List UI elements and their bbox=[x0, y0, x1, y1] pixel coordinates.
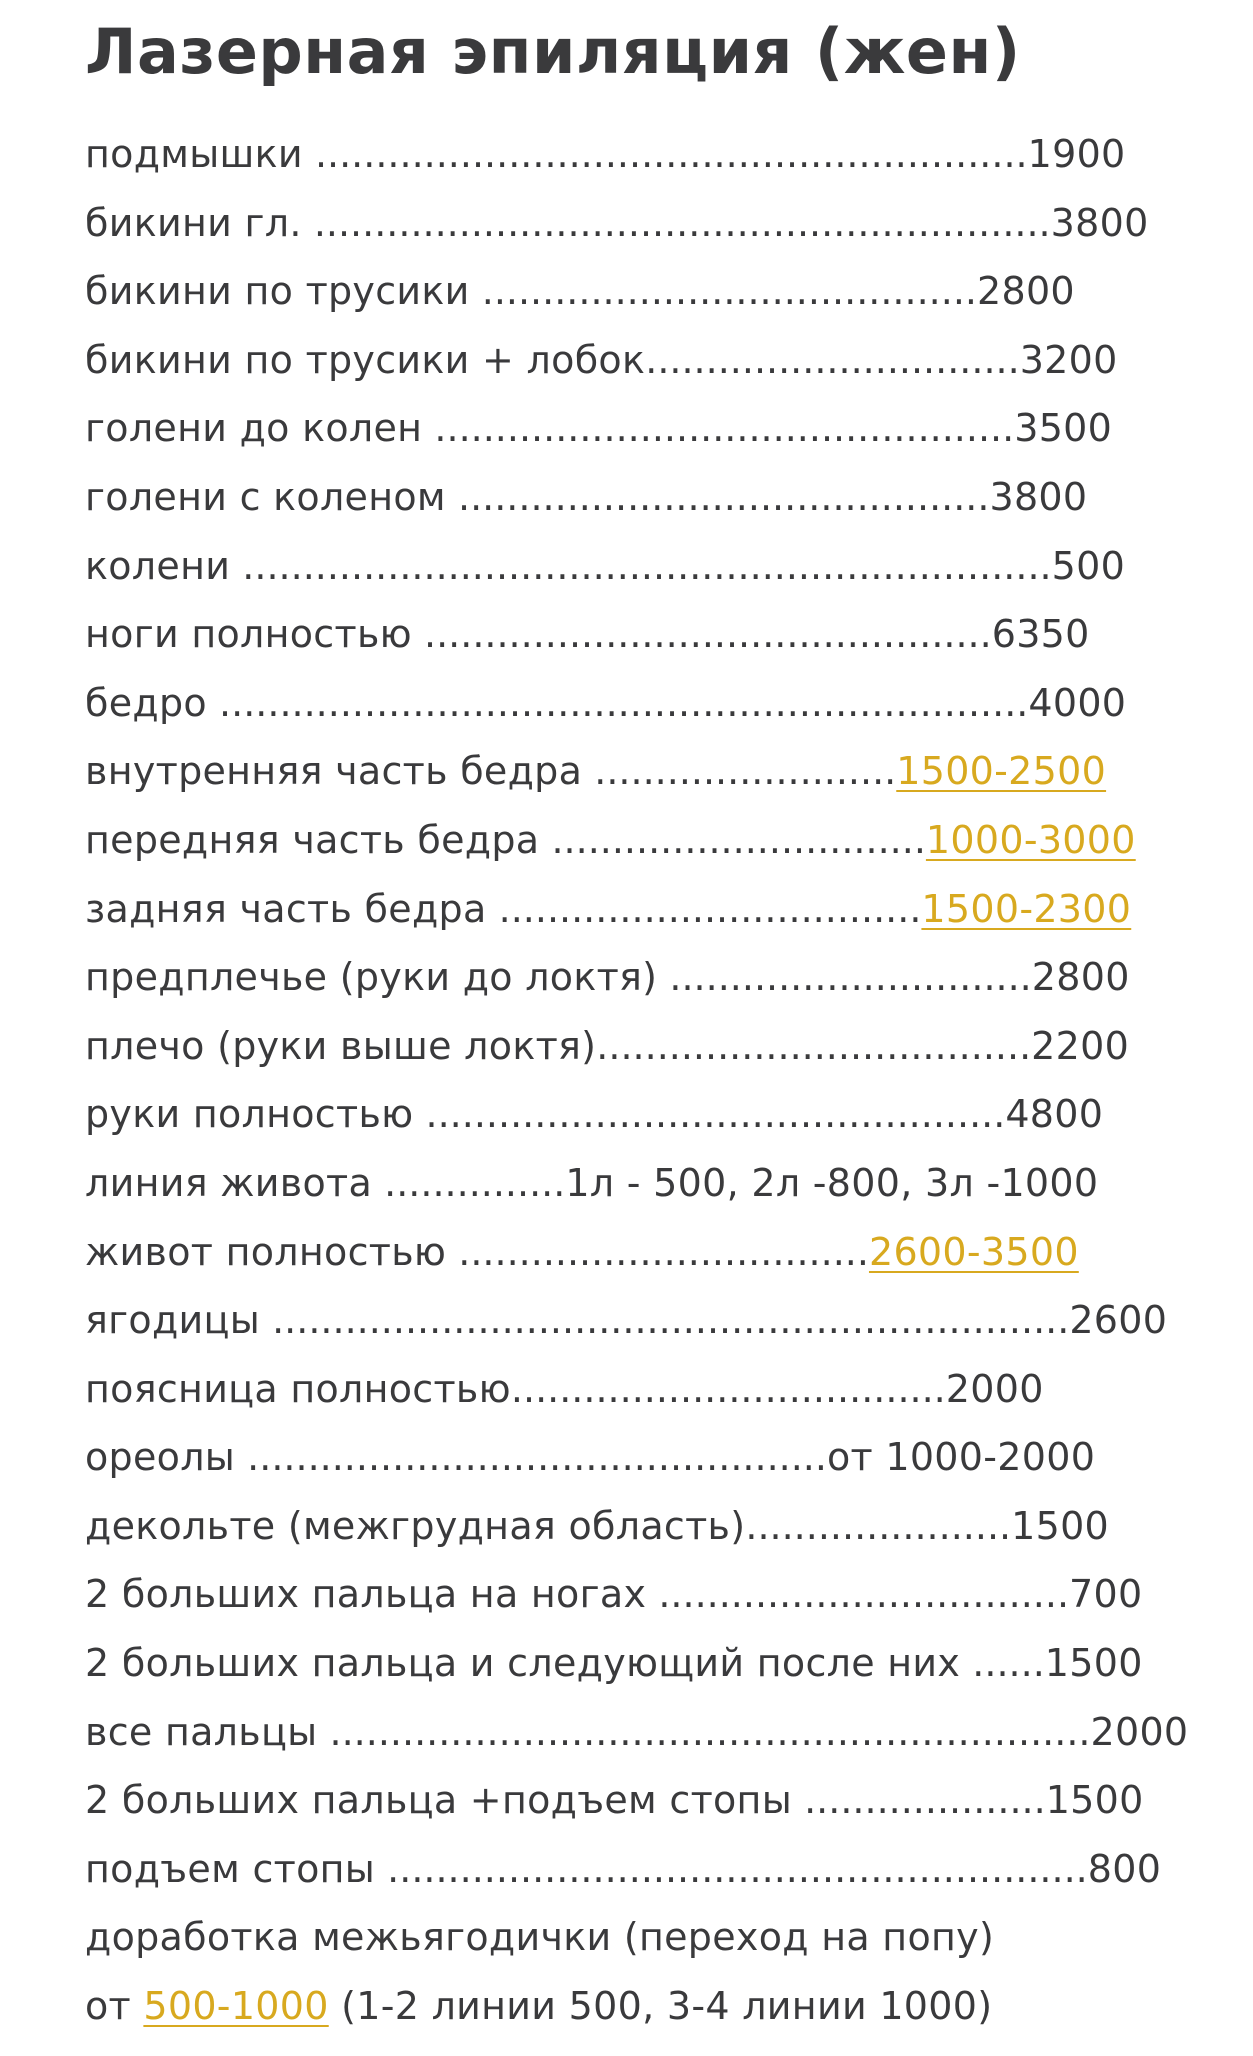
price-row bbox=[85, 1698, 1189, 1767]
price-row bbox=[85, 463, 1165, 532]
service-price: 800 bbox=[1087, 1846, 1162, 1891]
service-label: линия живота bbox=[85, 1160, 373, 1205]
service-label: предплечье (руки до локтя) bbox=[85, 955, 658, 1000]
price-row bbox=[85, 1080, 1165, 1149]
service-label: ореолы bbox=[85, 1435, 236, 1480]
service-label: декольте (межгрудная область) bbox=[85, 1503, 746, 1548]
price-items bbox=[85, 120, 1189, 2041]
dot-leader: ................................................ bbox=[235, 1435, 827, 1480]
service-label: руки полностью bbox=[85, 1092, 414, 1137]
service-price: 3800 bbox=[1050, 200, 1149, 245]
dot-leader: .................................. bbox=[446, 1229, 869, 1274]
price-row bbox=[85, 1629, 1165, 1698]
extra-prefix: от bbox=[85, 1984, 144, 2029]
service-label: 2 больших пальца на ногах bbox=[85, 1572, 647, 1617]
price-list bbox=[85, 0, 1189, 2041]
service-price-link[interactable]: 1500-2300 bbox=[921, 886, 1132, 931]
extra-price-line bbox=[85, 1972, 1165, 2041]
price-row bbox=[85, 120, 1165, 189]
dot-leader: ................................................................... bbox=[206, 680, 1029, 725]
price-row bbox=[85, 1149, 1165, 1218]
price-row bbox=[85, 1560, 1165, 1629]
service-price: 500 bbox=[1051, 543, 1126, 588]
service-price: 1900 bbox=[1027, 132, 1126, 176]
price-row bbox=[85, 1012, 1165, 1081]
service-label: поясница полностью bbox=[85, 1366, 511, 1411]
price-row bbox=[85, 737, 1165, 806]
dot-leader: .................................................................. bbox=[260, 1298, 1070, 1343]
service-price: 3800 bbox=[989, 474, 1088, 519]
service-label: бикини гл. bbox=[85, 200, 302, 245]
service-price: 4800 bbox=[1005, 1092, 1104, 1137]
price-row bbox=[85, 600, 1165, 669]
extra-suffix: (1-2 линии 500, 3-4 линии 1000) bbox=[328, 1984, 993, 2029]
price-row bbox=[85, 1423, 1165, 1492]
price-row bbox=[85, 1766, 1165, 1835]
service-label: 2 больших пальца и следующий после них bbox=[85, 1641, 961, 1686]
dot-leader: ............................................................. bbox=[301, 200, 1051, 245]
dot-leader: ...... bbox=[960, 1641, 1045, 1686]
service-price: 1500 bbox=[1045, 1778, 1144, 1823]
price-row bbox=[85, 257, 1165, 326]
price-row bbox=[85, 326, 1165, 395]
service-price-link[interactable]: 1500-2500 bbox=[896, 749, 1107, 794]
service-label: подмышки bbox=[85, 132, 303, 176]
service-price-link[interactable]: 2600-3500 bbox=[868, 1229, 1079, 1274]
service-label: все пальцы bbox=[85, 1709, 318, 1754]
service-label: ягодицы bbox=[85, 1298, 261, 1343]
dot-leader: ............................................ bbox=[445, 474, 990, 519]
price-row bbox=[85, 532, 1165, 601]
service-label: подъем стопы bbox=[85, 1846, 376, 1891]
price-row bbox=[85, 669, 1165, 738]
dot-leader: ............................................... bbox=[411, 612, 992, 657]
service-label: внутренняя часть бедра bbox=[85, 749, 583, 794]
service-label: голени до колен bbox=[85, 406, 423, 451]
service-price: 2600 bbox=[1069, 1298, 1168, 1343]
service-price: 3200 bbox=[1019, 337, 1118, 382]
extra-note-line bbox=[85, 1903, 1165, 1972]
service-price: 1л - 500, 2л -800, 3л -1000 bbox=[565, 1160, 1099, 1205]
dot-leader: ............................... bbox=[645, 337, 1020, 382]
service-label: бедро bbox=[85, 680, 207, 725]
service-label: 2 больших пальца +подъем стопы bbox=[85, 1778, 793, 1823]
dot-leader: .......................................................... bbox=[375, 1846, 1088, 1891]
price-row bbox=[85, 875, 1165, 944]
service-price: от 1000-2000 bbox=[826, 1435, 1096, 1480]
price-row bbox=[85, 394, 1165, 463]
service-label: ноги полностью bbox=[85, 612, 412, 657]
price-row bbox=[85, 1218, 1165, 1287]
service-price-link[interactable]: 1000-3000 bbox=[925, 817, 1136, 862]
service-price: 3500 bbox=[1014, 406, 1113, 451]
service-price: 6350 bbox=[991, 612, 1090, 657]
dot-leader: ........................................................... bbox=[302, 132, 1028, 176]
service-price: 1500 bbox=[1011, 1503, 1110, 1548]
service-label: колени bbox=[85, 543, 231, 588]
service-price: 2800 bbox=[976, 269, 1075, 314]
service-label: задняя часть бедра bbox=[85, 886, 487, 931]
service-price: 700 bbox=[1069, 1572, 1143, 1617]
service-label: живот полностью bbox=[85, 1229, 447, 1274]
service-price: 2000 bbox=[945, 1366, 1044, 1411]
service-price: 2800 bbox=[1031, 955, 1130, 1000]
dot-leader: ................................... bbox=[486, 886, 922, 931]
price-row bbox=[85, 189, 1165, 258]
extra-price-link[interactable]: 500-1000 bbox=[143, 1984, 329, 2029]
service-label: передняя часть бедра bbox=[85, 817, 540, 862]
dot-leader: .................................. bbox=[646, 1572, 1070, 1617]
dot-leader: ............................... bbox=[539, 817, 926, 862]
dot-leader: .................................... bbox=[510, 1366, 946, 1411]
price-row bbox=[85, 1835, 1165, 1904]
service-price: 1500 bbox=[1044, 1641, 1143, 1686]
price-row bbox=[85, 1286, 1168, 1355]
dot-leader: ......................................... bbox=[469, 269, 977, 314]
dot-leader: ................................................ bbox=[413, 1092, 1006, 1137]
service-label: бикини по трусики + лобок bbox=[85, 337, 646, 382]
dot-leader: ................................................ bbox=[422, 406, 1015, 451]
price-row bbox=[85, 806, 1165, 875]
dot-leader: ................................................................... bbox=[230, 543, 1052, 588]
dot-leader: ......................... bbox=[582, 749, 897, 794]
price-row bbox=[85, 1355, 1165, 1424]
service-price: 2200 bbox=[1031, 1023, 1130, 1068]
service-label: голени с коленом bbox=[85, 474, 446, 519]
service-price: 4000 bbox=[1028, 680, 1127, 725]
price-row bbox=[85, 1492, 1165, 1561]
extra-note-label: доработка межьягодички (переход на попу) bbox=[85, 1915, 995, 1960]
service-label: бикини по трусики bbox=[85, 269, 470, 314]
dot-leader: .................................... bbox=[596, 1023, 1032, 1068]
price-row bbox=[85, 943, 1165, 1012]
dot-leader: .................... bbox=[792, 1778, 1046, 1823]
dot-leader: ............... bbox=[372, 1160, 566, 1205]
dot-leader: ...................... bbox=[745, 1503, 1012, 1548]
dot-leader: .............................. bbox=[657, 955, 1032, 1000]
service-price: 2000 bbox=[1090, 1709, 1189, 1754]
service-label: плечо (руки выше локтя) bbox=[85, 1023, 597, 1068]
dot-leader: ............................................................... bbox=[317, 1709, 1091, 1754]
page-title: Лазерная эпиляция (жен) bbox=[85, 15, 1021, 88]
